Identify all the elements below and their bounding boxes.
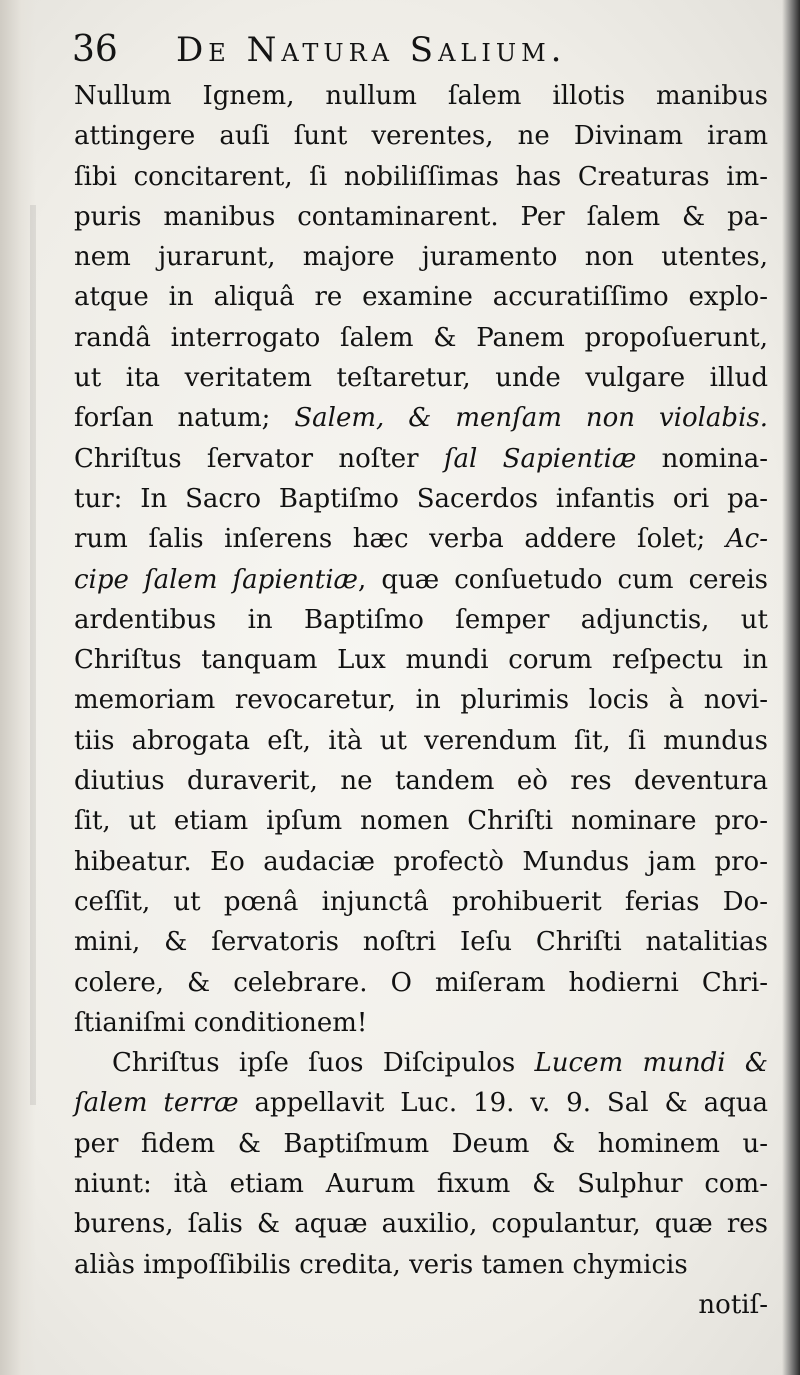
running-title: De Natura Salium. xyxy=(176,30,567,70)
text-line xyxy=(74,1164,768,1204)
text-segment: per fidem & Baptiſmum Deum & hominem u- xyxy=(74,1128,768,1159)
page-edge-shadow xyxy=(782,0,800,1375)
text-segment: ſtianiſmi conditionem! xyxy=(74,1007,368,1038)
text-segment: ſit, ut etiam ipſum nomen Chriſti nominare pro- xyxy=(74,806,768,837)
text-segment: diutius duraverit, ne tandem eò res deventura xyxy=(74,766,768,797)
text-segment: ardentibus in Baptiſmo ſemper adjunctis, ut xyxy=(74,604,768,635)
text-line xyxy=(74,1124,768,1164)
text-line xyxy=(74,439,768,479)
text-segment: appellavit Luc. 19. v. 9. Sal & aqua xyxy=(238,1088,768,1119)
page-body-text xyxy=(74,76,768,1325)
text-line xyxy=(74,963,768,1003)
text-segment: Chriſtus ſervator noſter xyxy=(74,443,444,474)
text-line xyxy=(74,116,768,156)
text-line xyxy=(74,640,768,680)
text-segment: Chriſtus ipſe ſuos Diſcipulos xyxy=(112,1048,535,1079)
italic-text-segment: Lucem mundi & xyxy=(534,1048,769,1079)
text-line xyxy=(74,842,768,882)
text-line xyxy=(74,1083,768,1123)
text-line xyxy=(74,1204,768,1244)
text-segment: nomina- xyxy=(636,443,768,474)
text-segment: Nullum Ignem, nullum ſalem illotis manibus xyxy=(74,81,768,111)
italic-text-segment: Ac- xyxy=(725,524,768,555)
text-segment: ut ita veritatem teſtaretur, unde vulgare illud xyxy=(74,363,768,394)
text-line xyxy=(74,761,768,801)
text-line xyxy=(74,721,768,761)
text-line xyxy=(74,197,768,237)
text-segment: aliàs impoſſibilis credita, veris tamen chymicis xyxy=(74,1249,688,1280)
italic-text-segment: ſalem terræ xyxy=(74,1088,239,1119)
page-number: 36 xyxy=(72,29,118,70)
text-segment: tur: In Sacro Baptiſmo Sacerdos infantis ori pa- xyxy=(74,483,768,514)
text-line xyxy=(74,1043,768,1083)
text-line xyxy=(74,519,768,559)
text-segment: rum ſalis inſerens hæc verba addere ſolet; xyxy=(74,524,726,555)
italic-text-segment: cipe ſalem ſapientiæ xyxy=(74,564,358,595)
text-segment: atque in aliquâ re examine accuratiſſimo explo- xyxy=(74,282,768,313)
text-line xyxy=(74,922,768,962)
text-line xyxy=(74,237,768,277)
text-segment: colere, & celebrare. O miſeram hodierni Chri- xyxy=(74,967,768,998)
text-segment: tiis abrogata eſt, ità ut verendum ſit, ſi mundus xyxy=(74,725,768,756)
italic-text-segment: Salem, & menſam non violabis. xyxy=(294,403,768,434)
text-line xyxy=(74,1245,768,1285)
gutter-smudge xyxy=(30,205,36,1105)
text-line xyxy=(74,479,768,519)
text-segment: ſibi concitarent, ſi nobiliſſimas has Creaturas im- xyxy=(74,161,768,192)
page-header xyxy=(72,24,762,74)
text-segment: forſan natum; xyxy=(74,403,295,434)
text-segment: , quæ conſuetudo cum cereis xyxy=(357,564,768,595)
text-segment: hibeatur. Eo audaciæ profectò Mundus jam pro- xyxy=(74,846,768,877)
text-segment: memoriam revocaretur, in plurimis locis à novi- xyxy=(74,685,768,716)
text-segment: niunt: ità etiam Aurum fixum & Sulphur com- xyxy=(74,1169,768,1200)
catchword: notiſ- xyxy=(698,1289,768,1320)
text-segment: attingere auſi ſunt verentes, ne Divinam iram xyxy=(74,121,768,152)
text-segment: puris manibus contaminarent. Per ſalem & pa- xyxy=(74,201,768,232)
text-line xyxy=(74,1003,768,1043)
text-segment: randâ interrogato ſalem & Panem propoſuerunt, xyxy=(74,322,768,353)
text-segment: Chriſtus tanquam Lux mundi corum reſpectu in xyxy=(74,645,768,676)
text-segment: mini, & ſervatoris noſtri Ieſu Chriſti natalitias xyxy=(74,927,768,958)
text-line xyxy=(74,157,768,197)
text-line xyxy=(74,277,768,317)
text-line xyxy=(74,358,768,398)
text-line xyxy=(74,882,768,922)
text-segment: ceſſit, ut pœnâ injunctâ prohibuerit ferias Do- xyxy=(74,886,768,917)
text-line xyxy=(74,560,768,600)
text-line xyxy=(74,318,768,358)
text-line xyxy=(74,76,768,116)
text-line xyxy=(74,680,768,720)
italic-text-segment: ſal Sapientiæ xyxy=(443,443,637,474)
text-segment: nem jurarunt, majore juramento non utentes, xyxy=(74,242,768,273)
text-segment: burens, ſalis & aquæ auxilio, copulantur, quæ res xyxy=(74,1209,768,1240)
text-line xyxy=(74,398,768,438)
text-line xyxy=(74,801,768,841)
text-line xyxy=(74,600,768,640)
